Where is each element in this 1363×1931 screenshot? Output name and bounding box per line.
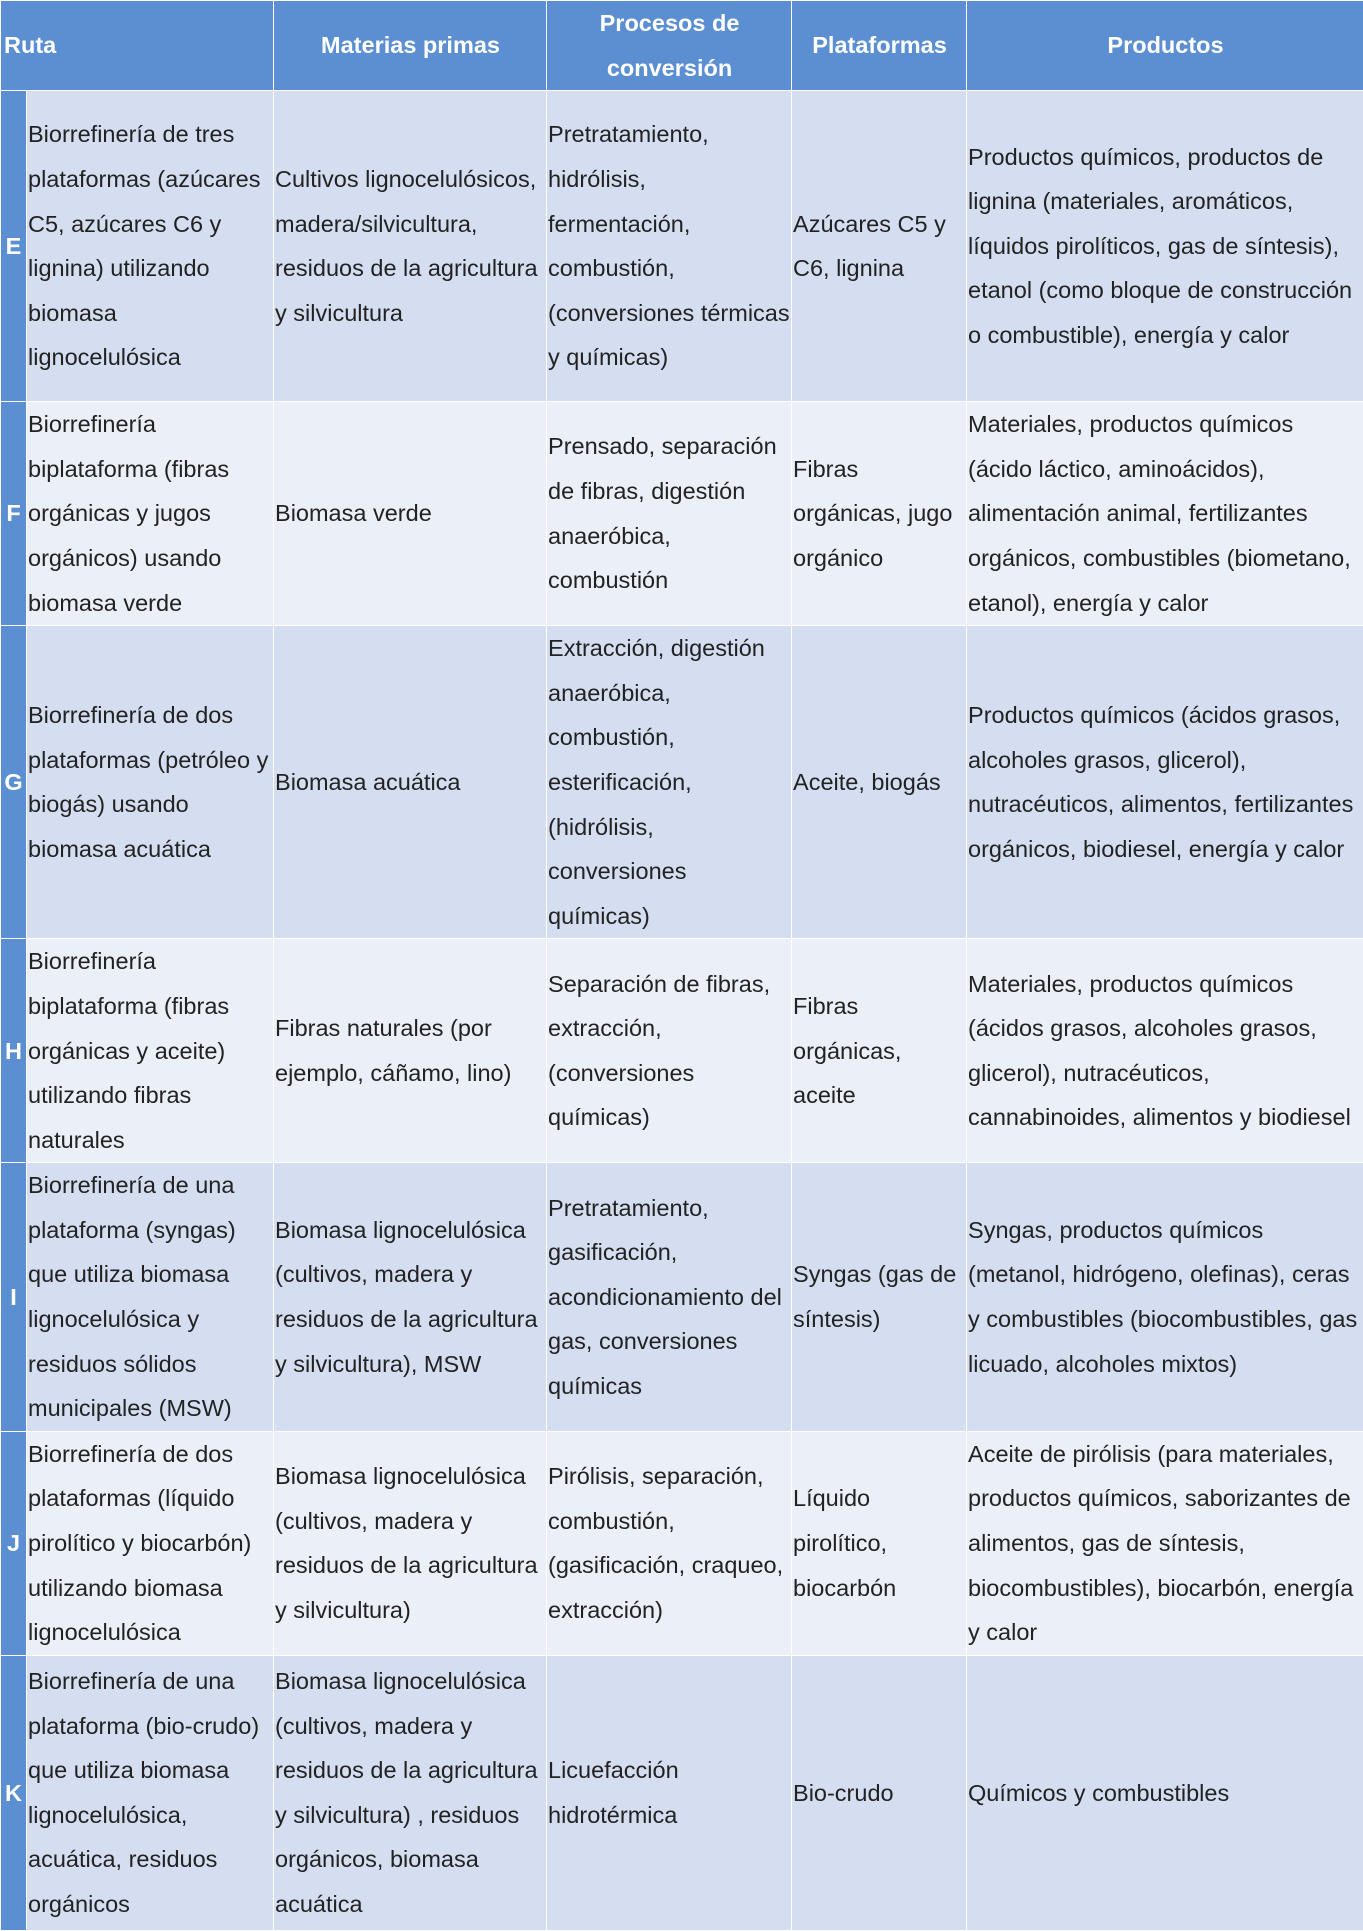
cell-ruta: Biorrefinería de una plataforma (syngas) que utiliza biomasa lignocelulósica y residuos sólidos municipales (MSW) [27,1163,274,1432]
header-materias: Materias primas [274,1,547,91]
table-row [1,1431,1363,1655]
row-letter: F [1,402,27,626]
cell-ruta: Biorrefinería de una plataforma (bio-crudo) que utiliza biomasa lignocelulósica, acuática, residuos orgánicos [27,1655,274,1930]
table-row [1,939,1363,1163]
cell-plataformas: Líquido pirolítico, biocarbón [792,1431,967,1655]
cell-materias: Fibras naturales (por ejemplo, cáñamo, lino) [274,939,547,1163]
cell-productos: Materiales, productos químicos (ácido láctico, aminoácidos), alimentación animal, fertilizantes orgánicos, combustibles (biometano, etanol), energía y calor [967,402,1363,626]
cell-productos: Aceite de pirólisis (para materiales, productos químicos, saborizantes de alimentos, gas de síntesis, biocombustibles), biocarbón, energía y calor [967,1431,1363,1655]
cell-productos: Productos químicos (ácidos grasos, alcoholes grasos, glicerol), nutracéuticos, alimentos, fertilizantes orgánicos, biodiesel, energía y calor [967,626,1363,939]
row-letter: G [1,626,27,939]
cell-materias: Biomasa lignocelulósica (cultivos, madera y residuos de la agricultura y silvicultura) , residuos orgánicos, biomasa acuática [274,1655,547,1930]
cell-procesos: Pretratamiento, gasificación, acondicionamiento del gas, conversiones químicas [547,1163,792,1432]
cell-productos: Químicos y combustibles [967,1655,1363,1930]
cell-ruta: Biorrefinería biplataforma (fibras orgánicas y jugos orgánicos) usando biomasa verde [27,402,274,626]
cell-procesos: Pirólisis, separación, combustión, (gasificación, craqueo, extracción) [547,1431,792,1655]
cell-procesos: Separación de fibras, extracción, (conversiones químicas) [547,939,792,1163]
header-procesos: Procesos de conversión [547,1,792,91]
table-row [1,91,1363,402]
table-row [1,1163,1363,1432]
cell-procesos: Prensado, separación de fibras, digestión anaeróbica, combustión [547,402,792,626]
row-letter: K [1,1655,27,1930]
cell-ruta: Biorrefinería de dos plataformas (líquido pirolítico y biocarbón) utilizando biomasa lignocelulósica [27,1431,274,1655]
header-productos: Productos [967,1,1363,91]
cell-ruta: Biorrefinería biplataforma (fibras orgánicas y aceite) utilizando fibras naturales [27,939,274,1163]
cell-ruta: Biorrefinería de tres plataformas (azúcares C5, azúcares C6 y lignina) utilizando biomasa lignocelulósica [27,91,274,402]
cell-materias: Biomasa acuática [274,626,547,939]
header-plataformas: Plataformas [792,1,967,91]
cell-plataformas: Fibras orgánicas, jugo orgánico [792,402,967,626]
table-row [1,626,1363,939]
table-row [1,402,1363,626]
row-letter: H [1,939,27,1163]
table-row [1,1655,1363,1930]
cell-plataformas: Bio-crudo [792,1655,967,1930]
cell-materias: Cultivos lignocelulósicos, madera/silvicultura, residuos de la agricultura y silvicultura [274,91,547,402]
row-letter: E [1,91,27,402]
cell-procesos: Extracción, digestión anaeróbica, combustión, esterificación, (hidrólisis, conversiones químicas) [547,626,792,939]
cell-plataformas: Fibras orgánicas, aceite [792,939,967,1163]
cell-ruta: Biorrefinería de dos plataformas (petróleo y biogás) usando biomasa acuática [27,626,274,939]
cell-materias: Biomasa lignocelulósica (cultivos, madera y residuos de la agricultura y silvicultura) [274,1431,547,1655]
cell-materias: Biomasa verde [274,402,547,626]
cell-procesos: Licuefacción hidrotérmica [547,1655,792,1930]
row-letter: I [1,1163,27,1432]
cell-procesos: Pretratamiento, hidrólisis, fermentación, combustión, (conversiones térmicas y químicas) [547,91,792,402]
cell-materias: Biomasa lignocelulósica (cultivos, madera y residuos de la agricultura y silvicultura), MSW [274,1163,547,1432]
cell-productos: Syngas, productos químicos (metanol, hidrógeno, olefinas), ceras y combustibles (biocombustibles, gas licuado, alcoholes mixtos) [967,1163,1363,1432]
cell-plataformas: Azúcares C5 y C6, lignina [792,91,967,402]
cell-plataformas: Syngas (gas de síntesis) [792,1163,967,1432]
cell-productos: Materiales, productos químicos (ácidos grasos, alcoholes grasos, glicerol), nutracéuticos, cannabinoides, alimentos y biodiesel [967,939,1363,1163]
header-row [1,1,1363,91]
header-ruta: Ruta [1,1,274,91]
cell-plataformas: Aceite, biogás [792,626,967,939]
row-letter: J [1,1431,27,1655]
cell-productos: Productos químicos, productos de lignina (materiales, aromáticos, líquidos pirolíticos, gas de síntesis), etanol (como bloque de construcción o combustible), energía y calor [967,91,1363,402]
